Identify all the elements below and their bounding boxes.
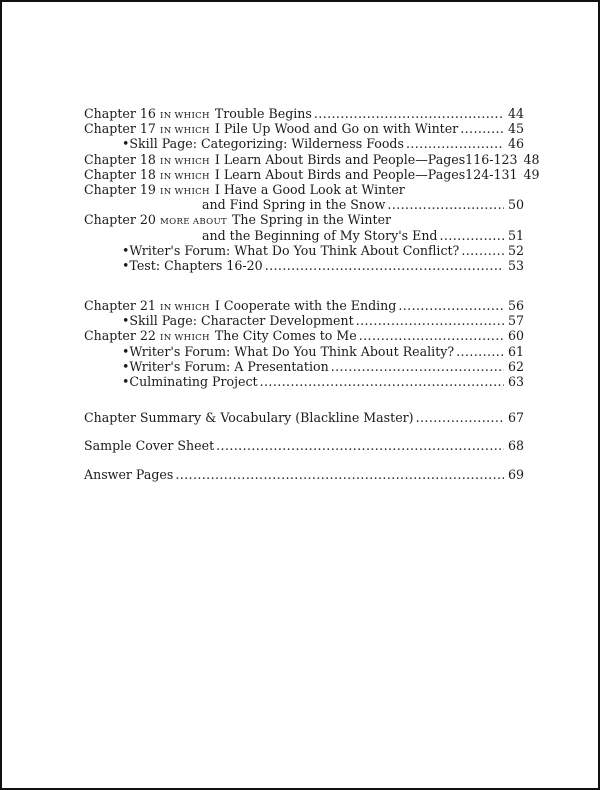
entry-title: Sample Cover Sheet bbox=[84, 438, 215, 454]
toc-entry-chapter-17 bbox=[84, 121, 524, 136]
chapter-title: I Have a Good Look at Winter bbox=[214, 181, 405, 197]
toc-entry-chapter-22 bbox=[84, 328, 524, 343]
dot-leader bbox=[406, 136, 504, 151]
dot-leader bbox=[461, 243, 504, 258]
chapter-number: Chapter 19 bbox=[84, 181, 156, 197]
toc-entry-chapter-19-continued bbox=[84, 197, 524, 212]
section-spacer bbox=[84, 454, 524, 467]
entry-title: Answer Pages bbox=[84, 466, 174, 482]
page-number: 61 bbox=[507, 343, 524, 359]
chapter-title: Trouble Begins bbox=[214, 106, 312, 121]
dot-leader bbox=[331, 359, 504, 374]
toc-subentry-skill-page bbox=[84, 136, 524, 151]
toc-entry-answer-pages bbox=[84, 467, 524, 482]
page-number: 50 bbox=[507, 197, 524, 213]
chapter-title: The Spring in the Winter bbox=[232, 212, 392, 228]
chapter-prefix: IN WHICH bbox=[160, 156, 210, 167]
chapter-prefix: MORE ABOUT bbox=[160, 217, 228, 228]
page-number: 62 bbox=[507, 358, 524, 374]
toc-subentry-writers-forum-conflict bbox=[84, 243, 524, 258]
chapter-title: I Learn About Birds and People—Pages116-123 bbox=[214, 151, 518, 167]
dot-leader bbox=[456, 344, 504, 359]
dot-leader bbox=[416, 410, 504, 425]
chapter-prefix: IN WHICH bbox=[160, 111, 210, 121]
page-number: 56 bbox=[507, 298, 524, 314]
subentry-title: •Skill Page: Categorizing: Wilderness Foods bbox=[122, 136, 404, 152]
page-number: 63 bbox=[507, 374, 524, 389]
dot-leader bbox=[314, 106, 504, 121]
subentry-title: •Writer's Forum: A Presentation bbox=[122, 358, 329, 374]
chapter-number: Chapter 21 bbox=[84, 298, 156, 314]
chapter-prefix: IN WHICH bbox=[160, 186, 210, 197]
page-number: 57 bbox=[507, 313, 524, 329]
page-number: 67 bbox=[507, 410, 524, 426]
subentry-title: •Test: Chapters 16-20 bbox=[122, 257, 263, 273]
chapter-number: Chapter 22 bbox=[84, 328, 156, 344]
page-number: 69 bbox=[507, 466, 524, 482]
chapter-number: Chapter 20 bbox=[84, 212, 156, 228]
page-number: 44 bbox=[507, 106, 524, 121]
page-number: 52 bbox=[507, 242, 524, 258]
dot-leader bbox=[359, 328, 504, 343]
dot-leader bbox=[440, 228, 505, 243]
page-number: 46 bbox=[507, 136, 524, 152]
subentry-title: •Culminating Project bbox=[122, 374, 258, 389]
page-number: 49 bbox=[523, 166, 540, 182]
section-spacer bbox=[84, 273, 524, 298]
subentry-title: •Skill Page: Character Development bbox=[122, 313, 354, 329]
page-number: 53 bbox=[507, 257, 524, 273]
chapter-title: I Cooperate with the Ending bbox=[214, 298, 397, 314]
toc-entry-chapter-20 bbox=[84, 212, 524, 227]
toc-subentry-test bbox=[84, 258, 524, 273]
toc-subentry-culminating-project bbox=[84, 374, 524, 389]
table-of-contents bbox=[84, 106, 540, 482]
chapter-number: Chapter 17 bbox=[84, 121, 156, 137]
toc-subentry-character-development bbox=[84, 313, 524, 328]
page-number: 45 bbox=[507, 121, 524, 137]
chapter-number: Chapter 18 bbox=[84, 166, 156, 182]
dot-leader bbox=[387, 197, 504, 212]
toc-entry-chapter-18b bbox=[84, 166, 540, 182]
toc-entry-sample-cover-sheet bbox=[84, 438, 524, 453]
subentry-title: •Writer's Forum: What Do You Think About Reality? bbox=[122, 343, 455, 359]
chapter-title-continued: and the Beginning of My Story's End bbox=[202, 227, 438, 243]
chapter-prefix: IN WHICH bbox=[160, 303, 210, 314]
toc-entry-chapter-16 bbox=[84, 106, 524, 121]
dot-leader bbox=[398, 298, 504, 313]
chapter-title-continued: and Find Spring in the Snow bbox=[202, 197, 386, 213]
dot-leader bbox=[216, 438, 504, 453]
chapter-title: The City Comes to Me bbox=[214, 328, 357, 344]
section-spacer bbox=[84, 389, 524, 410]
page-number: 48 bbox=[523, 151, 540, 167]
chapter-number: Chapter 16 bbox=[84, 106, 156, 121]
toc-subentry-writers-forum-reality bbox=[84, 344, 524, 359]
toc-entry-chapter-summary bbox=[84, 410, 524, 425]
dot-leader bbox=[265, 258, 504, 273]
toc-entry-chapter-19 bbox=[84, 182, 524, 197]
section-spacer bbox=[84, 425, 524, 438]
page-number: 60 bbox=[507, 328, 524, 344]
chapter-title: I Learn About Birds and People—Pages124-131 bbox=[214, 166, 518, 182]
toc-entry-chapter-20-continued bbox=[84, 228, 524, 243]
page-number: 68 bbox=[507, 438, 524, 454]
chapter-title: I Pile Up Wood and Go on with Winter bbox=[214, 121, 459, 137]
dot-leader bbox=[356, 313, 504, 328]
chapter-prefix: IN WHICH bbox=[160, 126, 210, 137]
dot-leader bbox=[260, 374, 504, 389]
chapter-prefix: IN WHICH bbox=[160, 171, 210, 182]
dot-leader bbox=[460, 121, 504, 136]
subentry-title: •Writer's Forum: What Do You Think About Conflict? bbox=[122, 242, 460, 258]
toc-entry-chapter-21 bbox=[84, 298, 524, 313]
entry-title: Chapter Summary & Vocabulary (Blackline Master) bbox=[84, 410, 414, 426]
chapter-prefix: IN WHICH bbox=[160, 333, 210, 344]
toc-entry-chapter-18a bbox=[84, 151, 540, 167]
chapter-number: Chapter 18 bbox=[84, 151, 156, 167]
toc-subentry-writers-forum-presentation bbox=[84, 359, 524, 374]
page-number: 51 bbox=[507, 227, 524, 243]
dot-leader bbox=[175, 467, 504, 482]
